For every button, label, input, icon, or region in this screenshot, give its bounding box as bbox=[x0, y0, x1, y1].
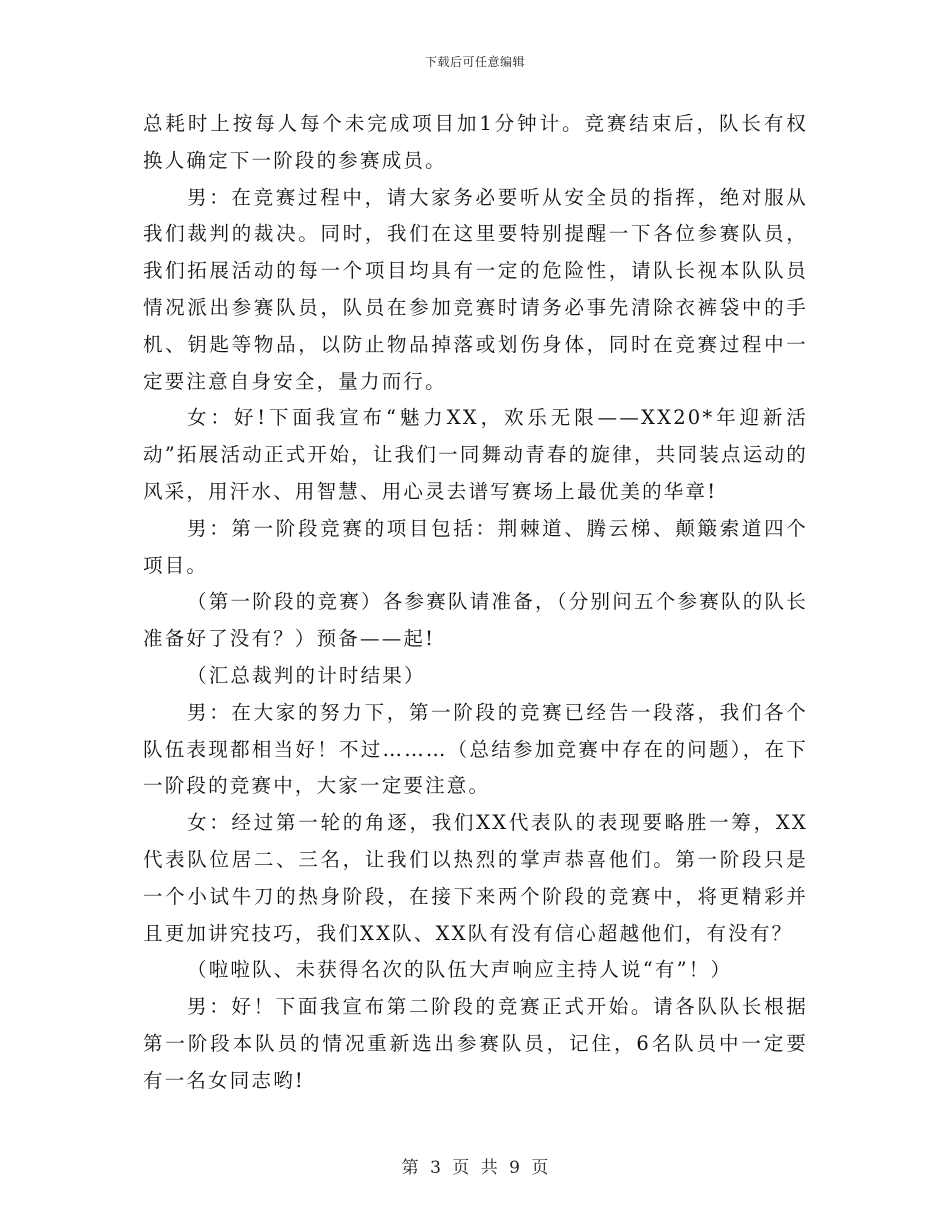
paragraph: （汇总裁判的计时结果） bbox=[187, 663, 426, 687]
page-header: 下载后可任意编辑 bbox=[424, 55, 525, 69]
page-number-footer: 第 3 页 共 9 页 bbox=[401, 1158, 549, 1178]
paragraph: （第一阶段的竞赛）各参赛队请准备，（分别问五个参赛队的队长准备好了没有？）预备——起! bbox=[143, 590, 808, 651]
paragraph: 女：好!下面我宣布“魅力XX，欢乐无限——XX20*年迎新活动”拓展活动正式开始，让我们一同舞动青春的旋律，共同装点运动的风采，用汗水、用智慧、用心灵去谱写赛场上最优美的华章! bbox=[143, 406, 808, 503]
paragraph: 总耗时上按每人每个未完成项目加1分钟计。竞赛结束后，队长有权换人确定下一阶段的参赛成员。 bbox=[143, 112, 808, 172]
paragraph: 男：好！下面我宣布第二阶段的竞赛正式开始。请各队队长根据第一阶段本队员的情况重新选出参赛队员，记住，6名队员中一定要有一名女同志哟! bbox=[143, 995, 808, 1092]
paragraph: 男：在大家的努力下，第一阶段的竞赛已经告一段落，我们各个队伍表现都相当好！不过………（总结参加竞赛中存在的问题），在下一阶段的竞赛中，大家一定要注意。 bbox=[143, 700, 808, 798]
paragraph: （啦啦队、未获得名次的队伍大声响应主持人说“有”！） bbox=[187, 958, 733, 982]
paragraph: 男：在竞赛过程中，请大家务必要听从安全员的指挥，绝对服从我们裁判的裁决。同时，我们在这里要特别提醒一下各位参赛队员，我们拓展活动的每一个项目均具有一定的危险性，请队长视本队队员情况派出参赛队员，队员在参加竞赛时请务必事先清除衣裤袋中的手机、钥匙等物品，以防止物品掉落或划伤身体，同时在竞赛过程中一定要注意自身安全，量力而行。 bbox=[143, 185, 808, 393]
paragraph: 女：经过第一轮的角逐，我们XX代表队的表现要略胜一筹，XX代表队位居二、三名，让我们以热烈的掌声恭喜他们。第一阶段只是一个小试牛刀的热身阶段，在接下来两个阶段的竞赛中，将更精彩并且更加讲究技巧，我们XX队、XX队有没有信心超越他们，有没有？ bbox=[143, 811, 808, 945]
document-body bbox=[143, 106, 808, 1100]
paragraph: 男：第一阶段竞赛的项目包括：荆棘道、腾云梯、颠簸索道四个项目。 bbox=[143, 516, 808, 577]
